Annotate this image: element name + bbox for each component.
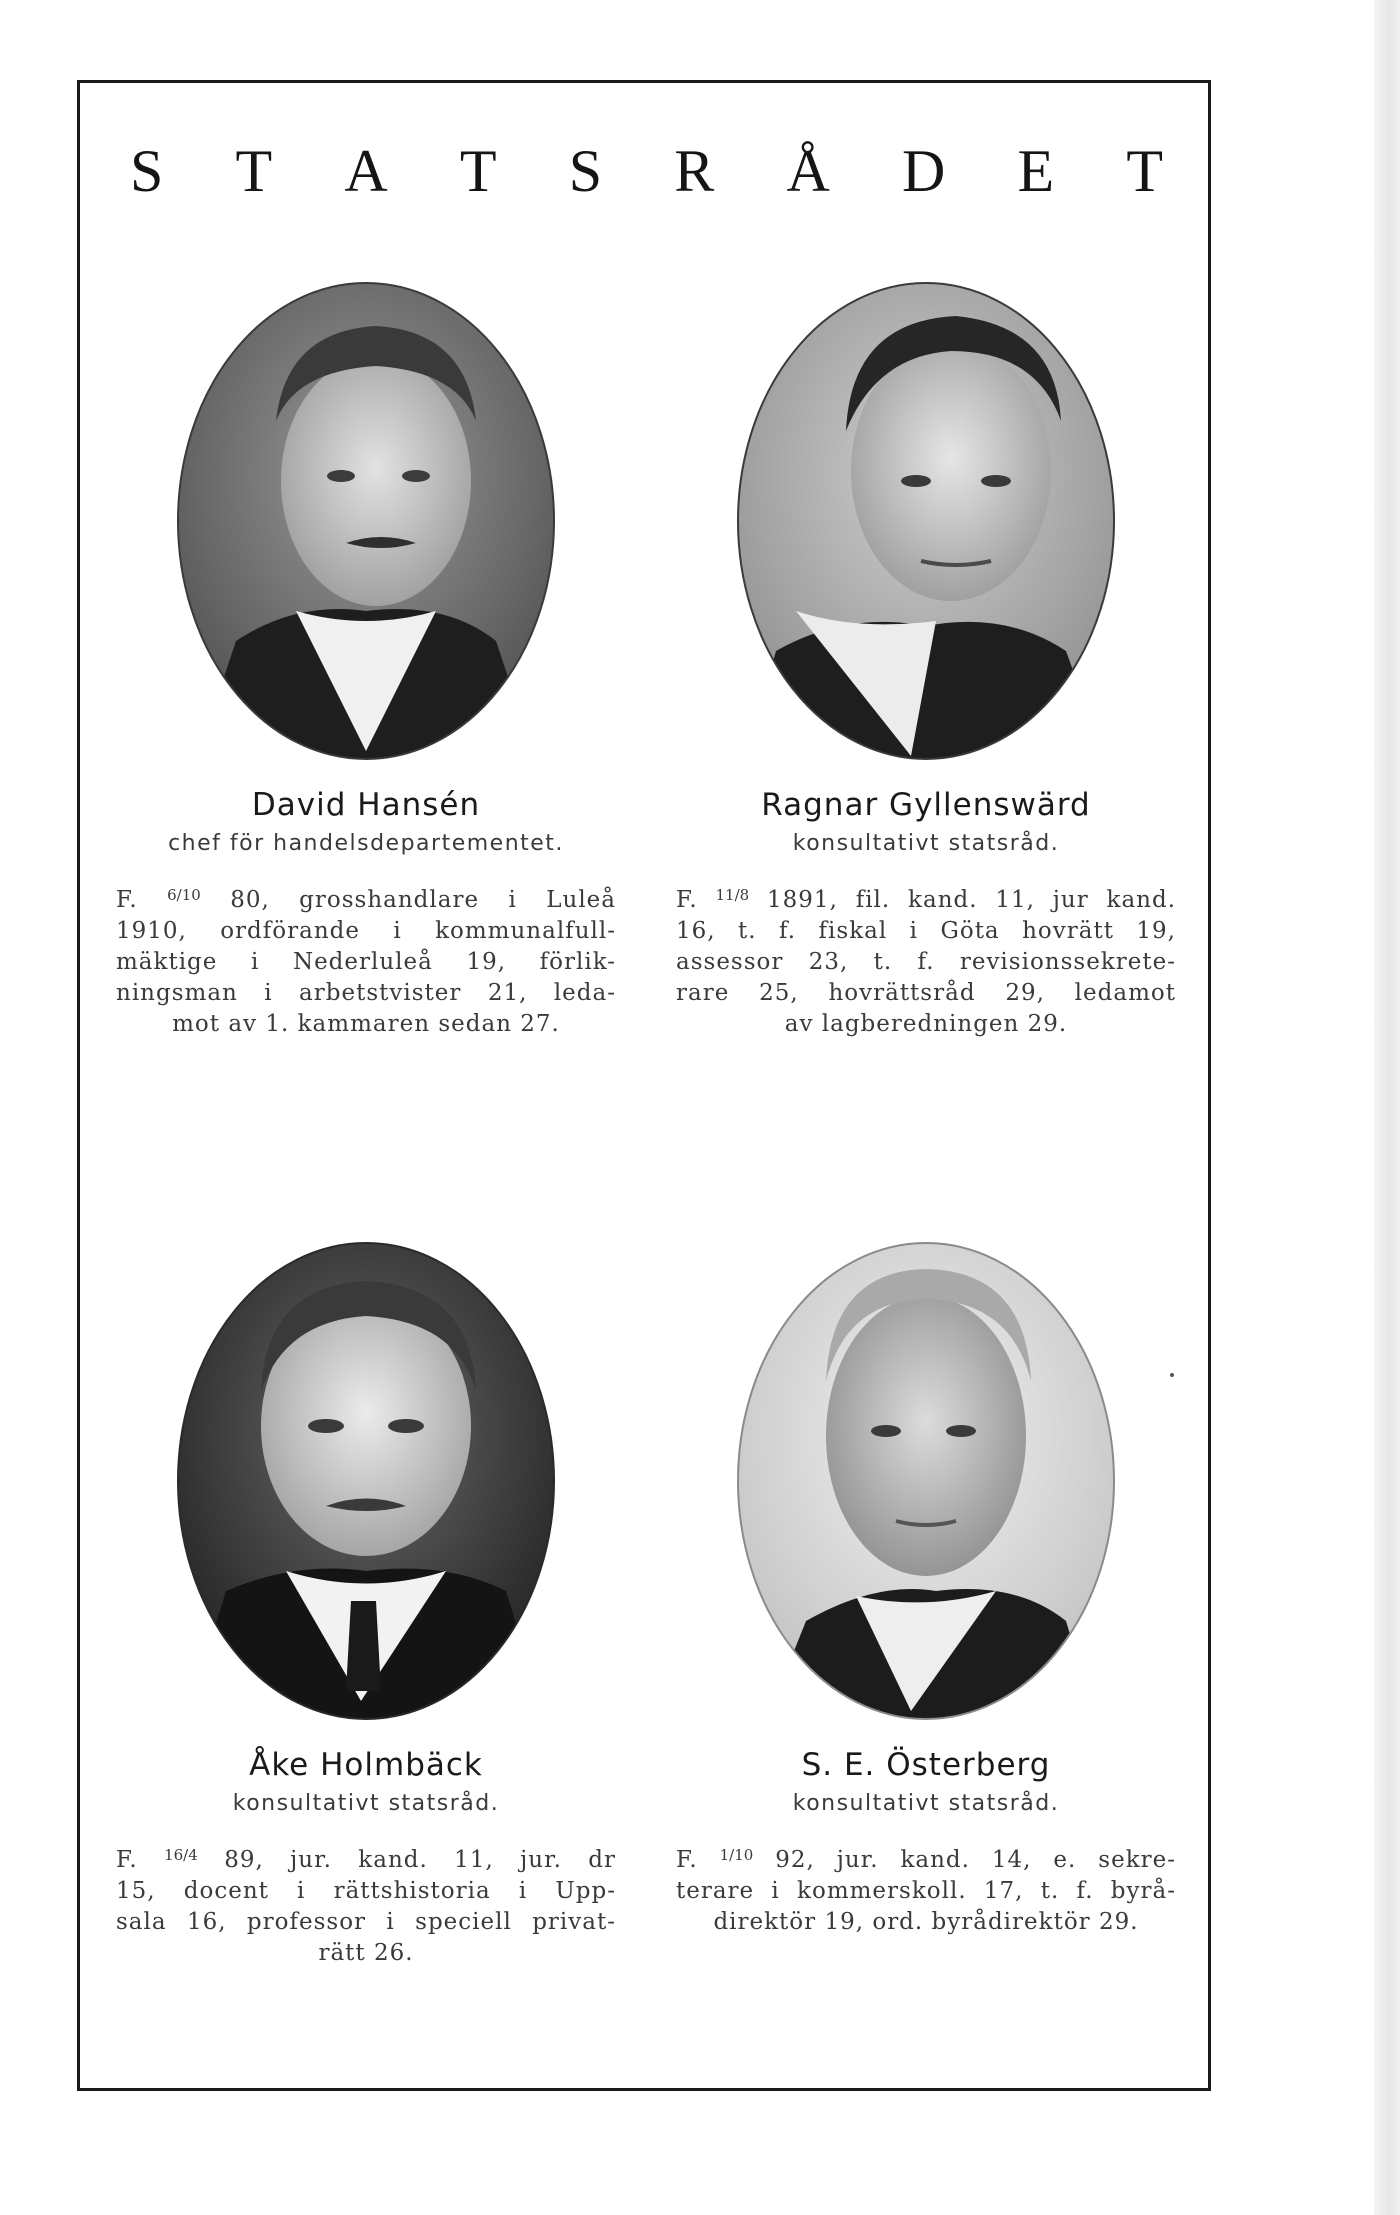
- bio-line: rare 25, hovrättsråd 29, ledamot: [676, 980, 1176, 1006]
- bio-line: mot av 1. kammaren sedan 27.: [172, 1011, 560, 1037]
- title-letter: T: [235, 138, 273, 204]
- person-role: konsultativt statsråd.: [792, 1791, 1060, 1816]
- person-name: S. E. Österberg: [801, 1747, 1051, 1783]
- portrait-photo: [736, 281, 1116, 761]
- title-letter: Å: [786, 138, 830, 204]
- person-role: konsultativt statsråd.: [232, 1791, 500, 1816]
- person-name: Ragnar Gyllenswärd: [761, 787, 1091, 823]
- page-frame: [77, 80, 1211, 2091]
- title-letter: T: [1126, 138, 1163, 204]
- person-bio: [676, 880, 1176, 1040]
- birth-date-fraction: 1/10: [719, 1846, 754, 1864]
- person-card-hansen: [116, 281, 616, 1040]
- person-bio: [116, 880, 616, 1040]
- person-bio: [676, 1840, 1176, 1938]
- bio-line: av lagberedningen 29.: [784, 1011, 1068, 1037]
- bio-line: sala 16, professor i speciell privat-: [116, 1909, 616, 1935]
- bio-line: assessor 23, t. f. revisionssekrete-: [676, 949, 1176, 975]
- bio-line: 80, grosshandlare i Luleå: [230, 887, 616, 913]
- bio-line: 15, docent i rättshistoria i Upp-: [116, 1878, 616, 1904]
- person-role: chef för handelsdepartementet.: [168, 831, 564, 856]
- print-speck: [1170, 1373, 1174, 1377]
- bio-line: 1910, ordförande i kommunalfull-: [116, 918, 616, 944]
- title-letter: D: [901, 138, 946, 204]
- bio-line: rätt 26.: [318, 1940, 414, 1966]
- title-letter: S: [568, 138, 603, 204]
- title-letter: S: [130, 138, 164, 204]
- birth-date-fraction: 16/4: [164, 1846, 198, 1864]
- person-bio: [116, 1840, 616, 1969]
- bio-line: 16, t. f. fiskal i Göta hovrätt 19,: [676, 918, 1176, 944]
- person-role: konsultativt statsråd.: [792, 831, 1060, 856]
- title-letter: R: [674, 138, 715, 204]
- title-letter: A: [344, 138, 388, 204]
- person-name: Åke Holmbäck: [249, 1747, 483, 1783]
- birth-date-fraction: 6/10: [167, 886, 201, 904]
- person-name: David Hansén: [251, 787, 481, 823]
- bio-line: 92, jur. kand. 14, e. sekre-: [775, 1847, 1177, 1873]
- portrait-photo: [176, 281, 556, 761]
- bio-line: terare i kommerskoll. 17, t. f. byrå-: [676, 1878, 1176, 1904]
- bio-prefix: F.: [116, 1847, 138, 1873]
- title-letter: T: [459, 138, 497, 204]
- title-letter: E: [1017, 138, 1055, 204]
- bio-line: 89, jur. kand. 11, jur. dr: [224, 1847, 617, 1873]
- bio-line: 1891, fil. kand. 11, jur kand.: [767, 887, 1177, 913]
- person-card-gyllenswaerd: [676, 281, 1176, 1040]
- bio-line: direktör 19, ord. byrådirektör 29.: [713, 1909, 1139, 1935]
- portrait-photo: [176, 1241, 556, 1721]
- bio-line: mäktige i Nederluleå 19, förlik-: [116, 949, 616, 975]
- bio-prefix: F.: [116, 887, 138, 913]
- bio-prefix: F.: [676, 887, 698, 913]
- person-card-oesterberg: [676, 1241, 1176, 1938]
- person-card-holmbaeck: [116, 1241, 616, 1969]
- birth-date-fraction: 11/8: [715, 886, 750, 904]
- bio-line: ningsman i arbetstvister 21, leda-: [116, 980, 616, 1006]
- page-edge: [1374, 0, 1400, 2215]
- page-title: [80, 138, 1208, 204]
- portrait-photo: [736, 1241, 1116, 1721]
- bio-prefix: F.: [676, 1847, 698, 1873]
